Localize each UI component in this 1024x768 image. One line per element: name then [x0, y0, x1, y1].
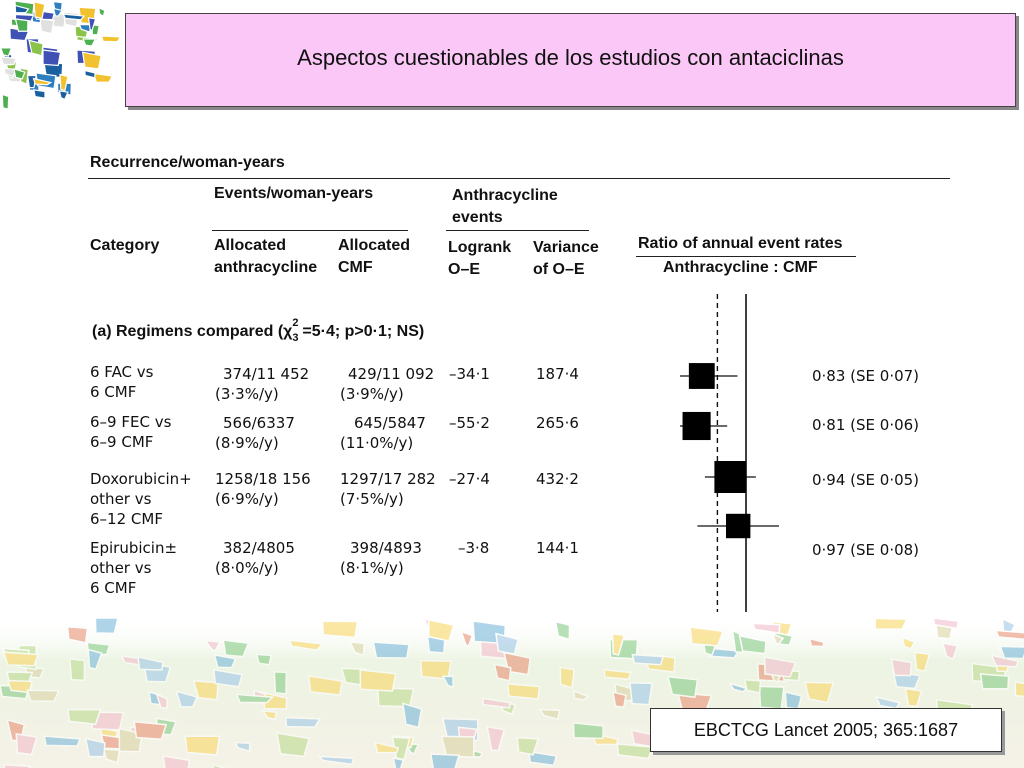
- mosaic-tile: [43, 50, 60, 65]
- mosaic-tile: [94, 73, 112, 82]
- mosaic-tile: [83, 52, 102, 69]
- mosaic-tile: [40, 19, 54, 33]
- mosaic-tile: [4, 652, 39, 666]
- col-logrank-1: Logrank: [448, 239, 512, 256]
- mosaic-tile: [427, 637, 444, 653]
- col-category: Category: [90, 237, 160, 254]
- group-events-rule: [212, 230, 408, 231]
- col-ratio: Ratio of annual event rates: [638, 235, 843, 252]
- row4-anthra: 382/4805 (8·0%/y): [215, 539, 295, 577]
- col-alloc-cmf-2: CMF: [338, 259, 373, 276]
- citation-box: [650, 708, 1002, 752]
- mosaic-tile: [981, 674, 1009, 689]
- row1-cmf: 429/11 092 (3·9%/y): [340, 365, 435, 403]
- group-anthracycline-rule: [446, 230, 589, 231]
- mosaic-tile: [508, 684, 540, 699]
- col-logrank-2: O–E: [448, 261, 481, 278]
- col-alloc-cmf-1: Allocated: [338, 237, 411, 254]
- row2-variance: 265·6: [536, 414, 579, 432]
- mosaic-tile: [875, 618, 907, 629]
- row4-variance: 144·1: [536, 539, 579, 557]
- mosaic-tile: [632, 655, 663, 665]
- top-rule: [88, 178, 950, 179]
- mosaic-tile: [68, 709, 101, 724]
- row3-ratio: 0·94 (SE 0·05): [812, 471, 920, 489]
- mosaic-tile: [70, 659, 85, 681]
- title-box: [125, 13, 1016, 107]
- section-title: Recurrence/woman-years: [90, 154, 285, 171]
- mosaic-tile: [102, 36, 121, 42]
- row3-anthra: 1258/18 156 (6·9%/y): [215, 470, 311, 508]
- row3-variance: 432·2: [536, 470, 579, 488]
- mosaic-tile: [322, 621, 357, 637]
- row2-cmf: 645/5847 (11·0%/y): [340, 414, 426, 452]
- mosaic-tile: [759, 686, 783, 708]
- col-ratio-sub: Anthracycline : CMF: [663, 259, 818, 276]
- point-estimate-1: [689, 363, 715, 389]
- mosaic-tile: [34, 90, 45, 98]
- row2-logrank: –55·2: [449, 414, 490, 432]
- mosaic-tile: [573, 723, 603, 739]
- group-events: Events/woman-years: [214, 185, 374, 202]
- mosaic-tile: [630, 683, 652, 705]
- mosaic-tile: [85, 71, 95, 78]
- group-anthracycline-2: events: [452, 209, 503, 226]
- mosaic-tile: [257, 654, 271, 664]
- row1-category: 6 FAC vs 6 CMF: [90, 363, 154, 401]
- mosaic-tile: [360, 670, 395, 691]
- row4-cmf: 398/4893 (8·1%/y): [340, 539, 422, 577]
- col-variance-2: of O–E: [533, 261, 585, 278]
- mosaic-tile: [494, 664, 510, 680]
- mosaic-tile: [745, 680, 761, 693]
- mosaic-tile: [556, 622, 570, 640]
- mosaic-tile: [286, 718, 320, 728]
- row4-category: Epirubicin± other vs 6 CMF: [90, 539, 178, 597]
- group-anthracycline-1: Anthracycline: [452, 187, 558, 204]
- point-estimate-4: [726, 514, 750, 538]
- mosaic-tile: [668, 677, 698, 698]
- mosaic-tile: [805, 682, 833, 702]
- mosaic-tile: [274, 672, 286, 694]
- mosaic-tile: [83, 39, 95, 46]
- mosaic-tile: [892, 659, 912, 675]
- mosaic-tile: [613, 692, 626, 707]
- row1-ratio: 0·83 (SE 0·07): [812, 367, 920, 385]
- row1-variance: 187·4: [536, 365, 579, 383]
- slide-title: Aspectos cuestionables de los estudios con antaciclinas: [297, 45, 844, 70]
- mosaic-tile: [185, 736, 219, 755]
- row3-cmf: 1297/17 282 (7·5%/y): [340, 470, 436, 508]
- forest-plot: [680, 290, 800, 615]
- mosaic-tile: [2, 94, 8, 109]
- row4-ratio: 0·97 (SE 0·08): [812, 541, 920, 559]
- row3-category: Doxorubicin+ other vs 6–12 CMF: [90, 470, 192, 528]
- mosaic-tile: [1000, 646, 1024, 658]
- col-alloc-anthra-2: anthracycline: [214, 259, 318, 276]
- mosaic-tile: [393, 758, 403, 768]
- subgroup-label: (a) Regimens compared (χ 2 3 =5·4; p>0·1; NS): [92, 317, 425, 344]
- citation: EBCTCG Lancet 2005; 365:1687: [693, 719, 959, 740]
- mosaic-tile: [373, 642, 409, 658]
- mosaic-tile: [59, 91, 67, 100]
- mosaic-tile: [1, 57, 17, 65]
- point-estimate-3: [714, 461, 746, 493]
- col-alloc-anthra-1: Allocated: [214, 237, 287, 254]
- mosaic-tile: [95, 618, 118, 633]
- mosaic-tile: [99, 8, 105, 17]
- mosaic-tile: [560, 668, 574, 688]
- row3-logrank: –27·4: [449, 470, 490, 488]
- point-estimate-2: [683, 412, 711, 440]
- mosaic-tile: [134, 722, 166, 740]
- row2-ratio: 0·81 (SE 0·06): [812, 416, 920, 434]
- row4-logrank: –3·8: [458, 539, 490, 557]
- row2-category: 6–9 FEC vs 6–9 CMF: [90, 413, 172, 451]
- row2-anthra: 566/6337 (8·9%/y): [215, 414, 295, 452]
- mosaic-tile: [223, 640, 248, 657]
- mosaic-tile: [27, 690, 58, 701]
- col-variance-1: Variance: [533, 239, 599, 256]
- mosaic-tile: [431, 754, 459, 768]
- row1-logrank: –34·1: [449, 365, 490, 383]
- row1-anthra: 374/11 452 (3·3%/y): [215, 365, 310, 403]
